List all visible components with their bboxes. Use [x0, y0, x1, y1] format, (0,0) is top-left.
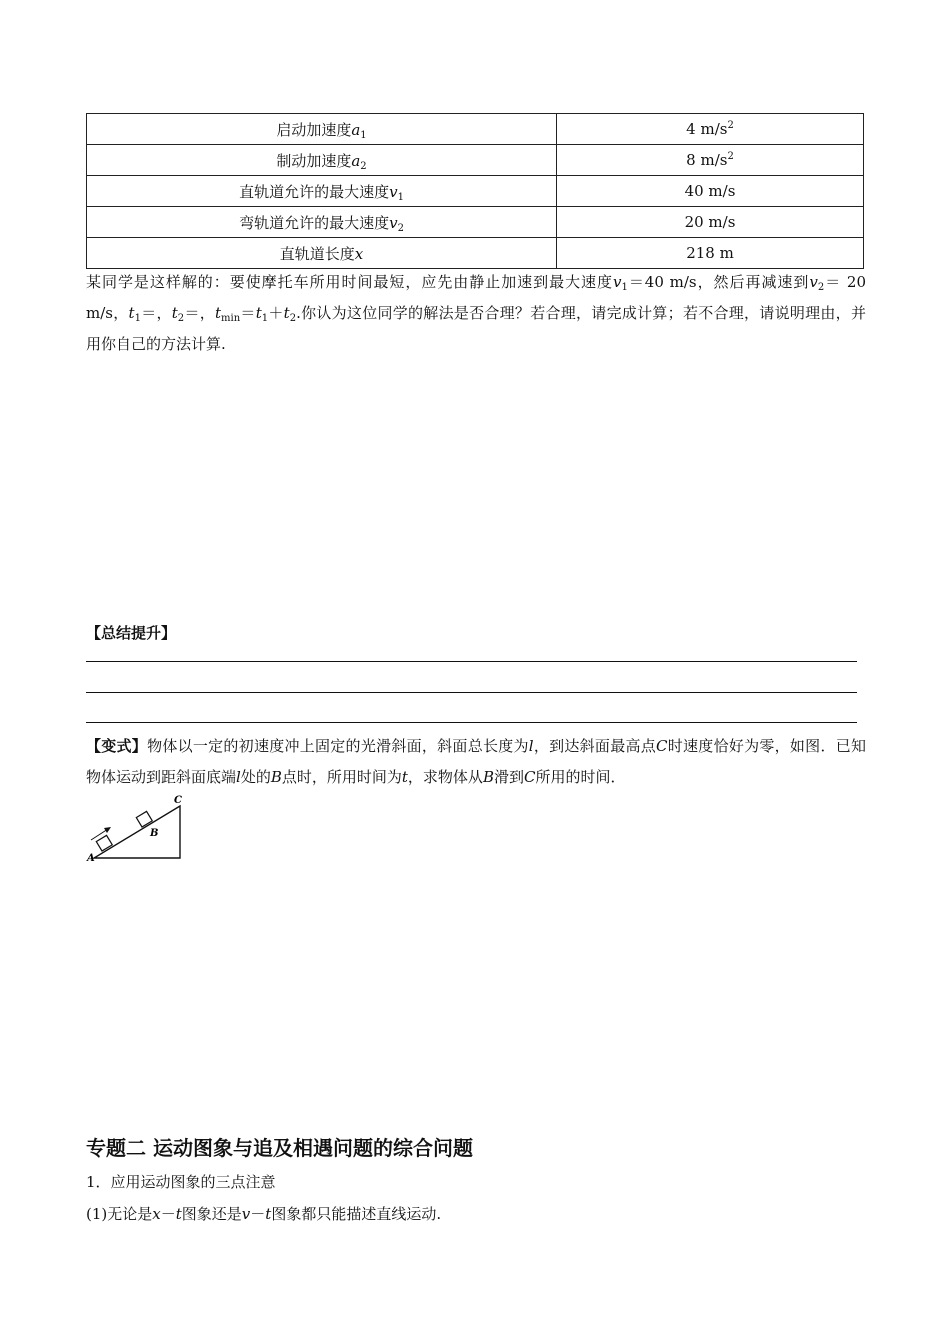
- summary-title: 【总结提升】: [86, 624, 177, 642]
- table-row: [87, 145, 864, 176]
- arrow-head: [104, 827, 111, 833]
- param-label-cell: 制动加速度$a_2$: [87, 145, 557, 176]
- param-label-cell: 启动加速度$a_1$: [87, 114, 557, 145]
- answer-line-2: [86, 692, 857, 693]
- answer-line-3: [86, 722, 857, 723]
- table-row: [87, 114, 864, 145]
- param-label-cell: 直轨道长度x: [87, 238, 557, 269]
- incline-diagram: [84, 792, 189, 864]
- variant-text: 【变式】物体以一定的初速度冲上固定的光滑斜面，斜面总长度为l，到达斜面最高点C时速度恰好为零，如图．已知物体运动到距斜面底端l处的B点时，所用时间为t，求物体从B滑到C所用的时间．: [86, 737, 866, 786]
- section-point-1: (1)无论是x－t图象还是v－t图象都只能描述直线运动.: [86, 1205, 442, 1223]
- table-row: [87, 176, 864, 207]
- answer-line-1: [86, 661, 857, 662]
- problem-text: 某同学是这样解的：要使摩托车所用时间最短，应先由静止加速到最大速度$v_1=40$ m/s，然后再减速到$v_2= 20$ m/s，$t_1=$，$t_2=$，$t_{min}=t_1+t_2$.你认为这位同学的解法是否合理？若合理，请完成计算；若不合理，请说明理由，并用你自己的方法计算.: [86, 273, 866, 353]
- param-label-cell: 弯轨道允许的最大速度$v_2$: [87, 207, 557, 238]
- table-row: [87, 238, 864, 269]
- table-row: [87, 207, 864, 238]
- section-heading: 专题二 运动图象与追及相遇问题的综合问题: [86, 1136, 473, 1160]
- param-value-cell: 20 m/s: [557, 207, 864, 238]
- param-value-cell: 4 $m/s^2$: [557, 114, 864, 145]
- param-value-cell: 218 m: [557, 238, 864, 269]
- section-item-1: 1．应用运动图象的三点注意: [86, 1173, 276, 1191]
- param-value-cell: 40 m/s: [557, 176, 864, 207]
- param-value-cell: 8 $m/s^2$: [557, 145, 864, 176]
- label-b: B: [150, 828, 159, 839]
- label-c: C: [174, 795, 182, 806]
- param-label-cell: 直轨道允许的最大速度$v_1$: [87, 176, 557, 207]
- label-a: A: [87, 853, 95, 864]
- parameters-table: [86, 113, 864, 269]
